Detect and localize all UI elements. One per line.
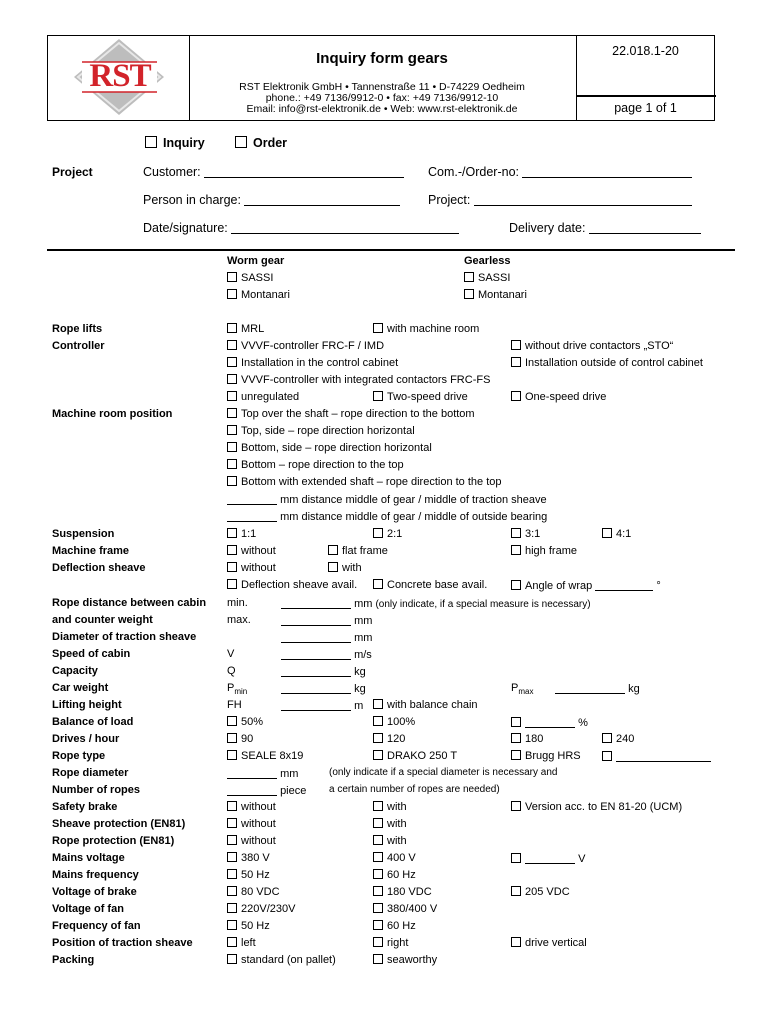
rope-custom-field[interactable] xyxy=(602,750,711,763)
mains-custom-field[interactable]: V xyxy=(511,852,585,865)
bottom-side-checkbox[interactable]: Bottom, side – rope direction horizontal xyxy=(227,442,432,454)
fan-60hz-checkbox[interactable]: 60 Hz xyxy=(373,920,416,932)
q-label: Q xyxy=(227,665,236,677)
drives-120-checkbox[interactable]: 120 xyxy=(373,733,405,745)
drives-180-checkbox[interactable]: 180 xyxy=(511,733,543,745)
label-capacity: Capacity xyxy=(52,665,98,677)
label-position-traction: Position of traction sheave xyxy=(52,937,193,949)
date-signature-field[interactable]: Date/signature: xyxy=(143,221,459,235)
pmin-label: $P_{min}$ xyxy=(227,682,248,697)
sheave-prot-with-checkbox[interactable]: with xyxy=(373,818,407,830)
flat-frame-checkbox[interactable]: flat frame xyxy=(328,545,388,557)
pmax-label: $P_{max}$ xyxy=(511,682,534,697)
label-frequency-fan: Frequency of fan xyxy=(52,920,141,932)
label-packing: Packing xyxy=(52,954,95,966)
logo-text: RST xyxy=(89,58,151,94)
rope-distance-max-field[interactable]: mm xyxy=(281,614,372,627)
rope-drako-checkbox[interactable]: DRAKO 250 T xyxy=(373,750,457,762)
safety-brake-with-checkbox[interactable]: with xyxy=(373,801,407,813)
label-rope-distance: Rope distance between cabin xyxy=(52,597,207,609)
label-machine-room-position: Machine room position xyxy=(52,408,173,420)
label-deflection-sheave: Deflection sheave xyxy=(52,562,146,574)
fan-50hz-checkbox[interactable]: 50 Hz xyxy=(227,920,270,932)
drives-90-checkbox[interactable]: 90 xyxy=(227,733,253,745)
label-machine-frame: Machine frame xyxy=(52,545,130,557)
mains-380-checkbox[interactable]: 380 V xyxy=(227,852,270,864)
label-mains-frequency: Mains frequency xyxy=(52,869,139,881)
rope-distance-min-field[interactable]: mm (only indicate, if a special measure is necessary) xyxy=(281,597,591,610)
rope-diameter-note: (only indicate if a special diameter is necessary and xyxy=(329,767,558,778)
position-vertical-checkbox[interactable]: drive vertical xyxy=(511,937,587,949)
car-weight-max-field[interactable]: kg xyxy=(555,682,640,695)
lifting-height-field[interactable]: m xyxy=(281,699,363,712)
label-safety-brake: Safety brake xyxy=(52,801,118,813)
install-in-cabinet-checkbox[interactable]: Installation in the control cabinet xyxy=(227,357,398,369)
mains-50hz-checkbox[interactable]: 50 Hz xyxy=(227,869,270,881)
packing-standard-checkbox[interactable]: standard (on pallet) xyxy=(227,954,336,966)
traction-diameter-field[interactable]: mm xyxy=(281,631,372,644)
vvvf-frc-checkbox[interactable]: VVVF-controller FRC-F / IMD xyxy=(227,340,384,352)
sheave-prot-without-checkbox[interactable]: without xyxy=(227,818,276,830)
bottom-top-checkbox[interactable]: Bottom – rope direction to the top xyxy=(227,459,404,471)
label-rope-lifts: Rope lifts xyxy=(52,323,103,335)
project-field[interactable]: Project: xyxy=(428,193,692,207)
balance-chain-checkbox[interactable]: with balance chain xyxy=(373,699,478,711)
distance-traction-field[interactable]: mm distance middle of gear / middle of traction sheave xyxy=(227,493,547,506)
mrl-checkbox[interactable]: MRL xyxy=(227,323,264,335)
label-lifting-height: Lifting height xyxy=(52,699,122,711)
order-no-field[interactable]: Com.-/Order-no: xyxy=(428,165,692,179)
delivery-date-field[interactable]: Delivery date: xyxy=(509,221,701,235)
project-label: Project xyxy=(52,165,93,179)
speed-field[interactable]: m/s xyxy=(281,648,372,661)
packing-seaworthy-checkbox[interactable]: seaworthy xyxy=(373,954,437,966)
gearless-sassi-checkbox[interactable]: SASSI xyxy=(464,272,510,284)
number-ropes-field[interactable]: piece xyxy=(227,784,306,797)
deflection-without-checkbox[interactable]: without xyxy=(227,562,276,574)
fan-400v-checkbox[interactable]: 380/400 V xyxy=(373,903,437,915)
fan-230v-checkbox[interactable]: 220V/230V xyxy=(227,903,295,915)
safety-brake-without-checkbox[interactable]: without xyxy=(227,801,276,813)
doc-number: 22.018.1-20 xyxy=(612,44,679,58)
label-drives-hour: Drives / hour xyxy=(52,733,120,745)
gearless-title: Gearless xyxy=(464,255,511,267)
brake-205vdc-checkbox[interactable]: 205 VDC xyxy=(511,886,570,898)
suspension-2-1-checkbox[interactable]: 2:1 xyxy=(373,528,402,540)
with-machine-room-checkbox[interactable]: with machine room xyxy=(373,323,479,335)
suspension-4-1-checkbox[interactable]: 4:1 xyxy=(602,528,631,540)
rope-prot-without-checkbox[interactable]: without xyxy=(227,835,276,847)
inquiry-checkbox[interactable]: Inquiry xyxy=(145,136,205,150)
company-email: Email: info@rst-elektronik.de • Web: www.rst-elektronik.de xyxy=(246,103,518,115)
max-label: max. xyxy=(227,614,251,626)
brake-180vdc-checkbox[interactable]: 180 VDC xyxy=(373,886,432,898)
unregulated-checkbox[interactable]: unregulated xyxy=(227,391,299,403)
label-voltage-fan: Voltage of fan xyxy=(52,903,124,915)
angle-wrap-field[interactable]: Angle of wrap ° xyxy=(511,579,661,592)
label-rope-diameter: Rope diameter xyxy=(52,767,129,779)
worm-montanari-checkbox[interactable]: Montanari xyxy=(227,289,290,301)
suspension-1-1-checkbox[interactable]: 1:1 xyxy=(227,528,256,540)
without-sto-checkbox[interactable]: without drive contactors „STO“ xyxy=(511,340,673,352)
ucm-version-checkbox[interactable]: Version acc. to EN 81-20 (UCM) xyxy=(511,801,682,813)
bottom-extended-checkbox[interactable]: Bottom with extended shaft – rope direction to the top xyxy=(227,476,502,488)
two-speed-checkbox[interactable]: Two-speed drive xyxy=(373,391,468,403)
rope-brugg-checkbox[interactable]: Brugg HRS xyxy=(511,750,581,762)
order-checkbox[interactable]: Order xyxy=(235,136,287,150)
label-car-weight: Car weight xyxy=(52,682,109,694)
distance-outside-field[interactable]: mm distance middle of gear / middle of outside bearing xyxy=(227,510,547,523)
top-over-shaft-checkbox[interactable]: Top over the shaft – rope direction to the bottom xyxy=(227,408,475,420)
min-label: min. xyxy=(227,597,248,609)
label-suspension: Suspension xyxy=(52,528,115,540)
car-weight-min-field[interactable]: kg xyxy=(281,682,366,695)
frame-without-checkbox[interactable]: without xyxy=(227,545,276,557)
company-phone: phone.: +49 7136/9912-0 • fax: +49 7136/9912-10 xyxy=(265,92,499,104)
company-address: RST Elektronik GmbH • Tannenstraße 11 • D-74229 Oedheim xyxy=(239,81,525,93)
page-info: page 1 of 1 xyxy=(614,101,677,115)
gearless-montanari-checkbox[interactable]: Montanari xyxy=(464,289,527,301)
number-ropes-note: a certain number of ropes are needed) xyxy=(329,784,500,795)
rope-seale-checkbox[interactable]: SEALE 8x19 xyxy=(227,750,303,762)
person-in-charge-field[interactable]: Person in charge: xyxy=(143,193,400,207)
balance-custom-field[interactable]: % xyxy=(511,716,588,729)
capacity-field[interactable]: kg xyxy=(281,665,366,678)
label-number-ropes: Number of ropes xyxy=(52,784,141,796)
mains-400-checkbox[interactable]: 400 V xyxy=(373,852,416,864)
fh-label: FH xyxy=(227,699,242,711)
balance-100-checkbox[interactable]: 100% xyxy=(373,716,415,728)
top-side-checkbox[interactable]: Top, side – rope direction horizontal xyxy=(227,425,415,437)
worm-gear-title: Worm gear xyxy=(227,255,285,267)
mains-60hz-checkbox[interactable]: 60 Hz xyxy=(373,869,416,881)
deflection-with-checkbox[interactable]: with xyxy=(328,562,362,574)
vvvf-integrated-checkbox[interactable]: VVVF-controller with integrated contactors FRC-FS xyxy=(227,374,490,386)
label-speed: Speed of cabin xyxy=(52,648,131,660)
brake-80vdc-checkbox[interactable]: 80 VDC xyxy=(227,886,280,898)
label-rope-protection: Rope protection (EN81) xyxy=(52,835,175,847)
label-sheave-protection: Sheave protection (EN81) xyxy=(52,818,186,830)
section-divider xyxy=(47,249,735,251)
worm-sassi-checkbox[interactable]: SASSI xyxy=(227,272,273,284)
high-frame-checkbox[interactable]: high frame xyxy=(511,545,577,557)
install-outside-cabinet-checkbox[interactable]: Installation outside of control cabinet xyxy=(511,357,703,369)
form-title: Inquiry form gears xyxy=(316,50,448,67)
suspension-3-1-checkbox[interactable]: 3:1 xyxy=(511,528,540,540)
balance-50-checkbox[interactable]: 50% xyxy=(227,716,263,728)
concrete-base-checkbox[interactable]: Concrete base avail. xyxy=(373,579,487,591)
customer-field[interactable]: Customer: xyxy=(143,165,404,179)
v-label: V xyxy=(227,648,235,660)
rope-prot-with-checkbox[interactable]: with xyxy=(373,835,407,847)
label-voltage-brake: Voltage of brake xyxy=(52,886,137,898)
label-diameter-traction: Diameter of traction sheave xyxy=(52,631,197,643)
position-left-checkbox[interactable]: left xyxy=(227,937,256,949)
position-right-checkbox[interactable]: right xyxy=(373,937,408,949)
label-mains-voltage: Mains voltage xyxy=(52,852,125,864)
label-balance-load: Balance of load xyxy=(52,716,134,728)
one-speed-checkbox[interactable]: One-speed drive xyxy=(511,391,606,403)
deflection-avail-checkbox[interactable]: Deflection sheave avail. xyxy=(227,579,357,591)
label-rope-type: Rope type xyxy=(52,750,106,762)
rope-diameter-field[interactable]: mm xyxy=(227,767,298,780)
label-counter-weight: and counter weight xyxy=(52,614,153,626)
drives-240-checkbox[interactable]: 240 xyxy=(602,733,634,745)
label-controller: Controller xyxy=(52,340,105,352)
